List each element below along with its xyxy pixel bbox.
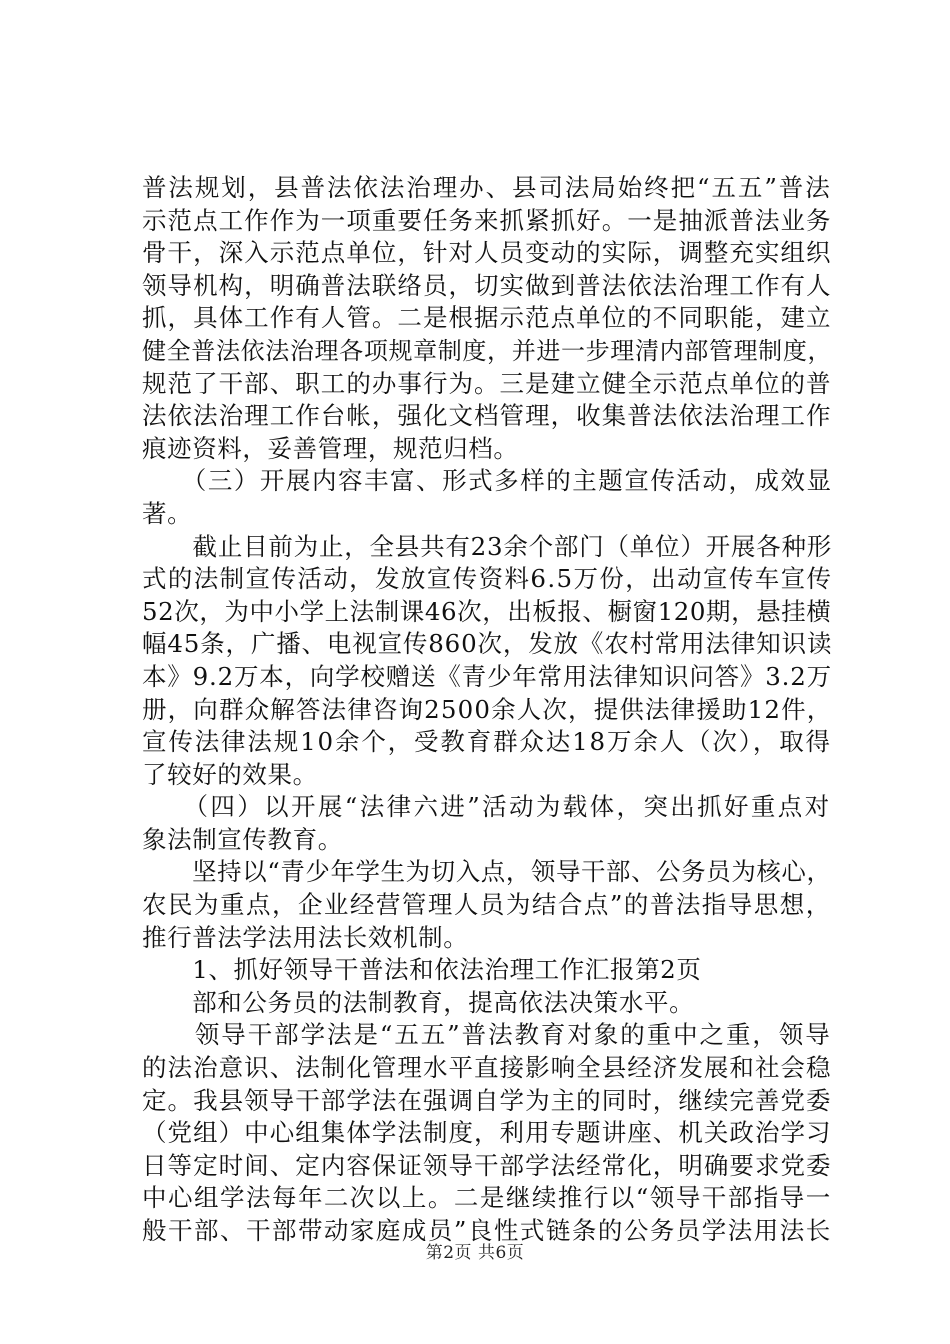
body-line: 本》9.2万本，向学校赠送《青少年常用法律知识问答》3.2万 (142, 661, 832, 691)
body-line: 示范点工作作为一项重要任务来抓紧抓好。一是抽派普法业务 (142, 205, 832, 235)
body-line: 的法治意识、法制化管理水平直接影响全县经济发展和社会稳 (142, 1053, 832, 1083)
page-footer: 第2页 共6页 (425, 1243, 525, 1263)
body-line: 定。我县领导干部学法在强调自学为主的同时，继续完善党委 (142, 1085, 832, 1115)
body-line: 宣传法律法规10余个，受教育群众达18万余人（次），取得 (142, 727, 832, 757)
body-line: 中心组学法每年二次以上。二是继续推行以“领导干部指导一 (142, 1183, 832, 1213)
body-line: 部和公务员的法制教育，提高依法决策水平。 (142, 987, 695, 1017)
body-line: 册，向群众解答法律咨询2500余人次，提供法律援助12件， (142, 694, 833, 724)
body-line: （党组）中心组集体学法制度，利用专题讲座、机关政治学习 (142, 1118, 832, 1148)
body-line: 式的法制宣传活动，发放宣传资料6.5万份，出动宣传车宣传 (142, 564, 833, 594)
body-line: （四）以开展“法律六进”活动为载体，突出抓好重点对 (142, 792, 832, 822)
body-line: 抓，具体工作有人管。二是根据示范点单位的不同职能，建立 (142, 303, 832, 333)
body-line: 领导机构，明确普法联络员，切实做到普法依法治理工作有人 (142, 270, 832, 300)
body-line: 了较好的效果。 (142, 759, 318, 789)
body-line: 坚持以“青少年学生为切入点，领导干部、公务员为核心， (142, 857, 832, 887)
body-line: 推行普法学法用法长效机制。 (142, 922, 469, 952)
body-line: 健全普法依法治理各项规章制度，并进一步理清内部管理制度， (142, 336, 833, 365)
body-line: 象法制宣传教育。 (142, 824, 343, 854)
body-line: 领导干部学法是“五五”普法教育对象的重中之重，领导 (142, 1020, 832, 1050)
body-line: 骨干，深入示范点单位，针对人员变动的实际，调整充实组织 (142, 238, 832, 268)
body-line: 截止目前为止，全县共有23余个部门（单位）开展各种形 (142, 531, 833, 561)
body-line: 规范了干部、职工的办事行为。三是建立健全示范点单位的普 (142, 368, 832, 398)
body-line: 般干部、干部带动家庭成员”良性式链条的公务员学法用法长 (142, 1216, 832, 1245)
body-line: 幅45条，广播、电视宣传860次，发放《农村常用法律知识读 (142, 629, 833, 659)
body-line: 1、抓好领导干普法和依法治理工作汇报第2页 (142, 955, 702, 985)
body-line: 著。 (142, 498, 193, 528)
body-line: 痕迹资料，妥善管理，规范归档。 (142, 433, 519, 463)
body-line: 52次，为中小学上法制课46次，出板报、橱窗120期，悬挂横 (142, 596, 832, 626)
body-line: 日等定时间、定内容保证领导干部学法经常化，明确要求党委 (142, 1150, 832, 1180)
body-line: 普法规划，县普法依法治理办、县司法局始终把“五五”普法 (142, 173, 832, 202)
body-line: （三）开展内容丰富、形式多样的主题宣传活动，成效显 (142, 466, 833, 496)
document-body (142, 172, 832, 1248)
body-line: 农民为重点，企业经营管理人员为结合点”的普法指导思想， (142, 890, 832, 920)
body-line: 法依法治理工作台帐，强化文档管理，收集普法依法治理工作 (142, 401, 832, 431)
